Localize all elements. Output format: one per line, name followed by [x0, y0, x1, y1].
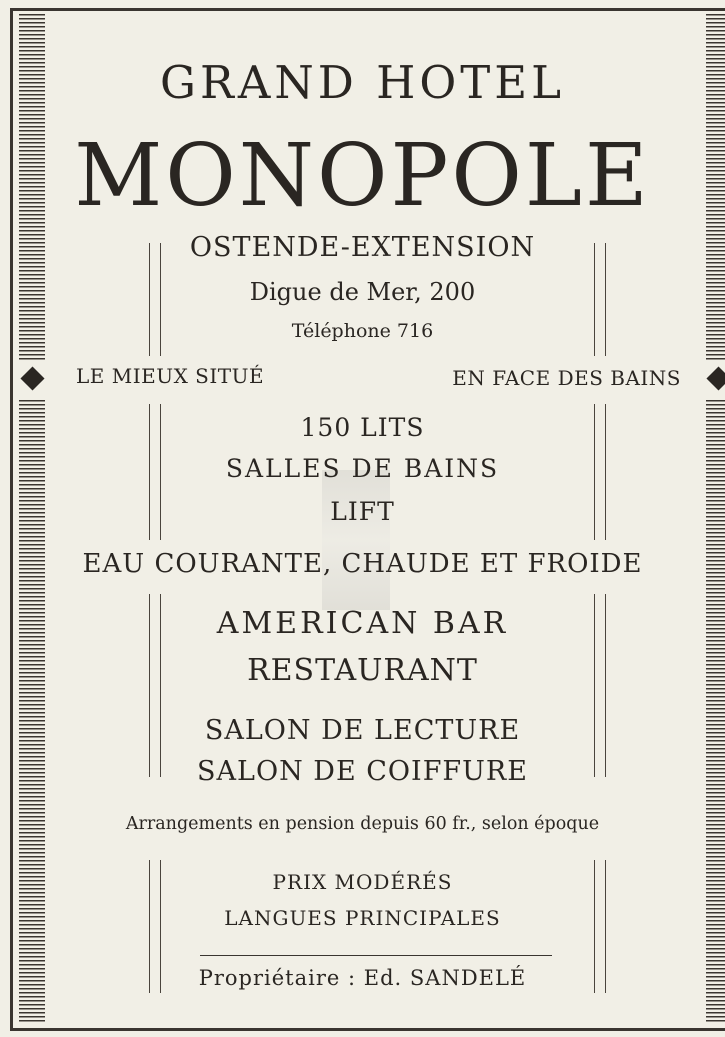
- pension-arrangements: Arrangements en pension depuis 60 fr., selon époque: [125, 814, 600, 834]
- right-diamond-ornament: [706, 366, 725, 390]
- owner-label: Propriétaire :: [198, 966, 357, 990]
- watermark: [322, 470, 390, 610]
- address-phone: Téléphone 716: [291, 320, 434, 342]
- feature-hair-salon: SALON DE COIFFURE: [197, 756, 528, 787]
- frame-top-rule: [10, 8, 725, 11]
- address-city: OSTENDE-EXTENSION: [189, 232, 536, 263]
- left-diamond-ornament: [20, 366, 44, 390]
- tagline-left: LE MIEUX SITUÉ: [76, 364, 265, 388]
- feature-reading-room: SALON DE LECTURE: [204, 715, 521, 746]
- address-street: Digue de Mer, 200: [249, 278, 476, 306]
- feature-american-bar: AMERICAN BAR: [216, 606, 509, 641]
- frame-bottom-rule: [10, 1028, 725, 1031]
- feature-restaurant: RESTAURANT: [247, 653, 478, 688]
- tagline-right: EN FACE DES BAINS: [452, 366, 681, 390]
- hotel-title-line1: GRAND HOTEL: [160, 56, 565, 109]
- feature-bathrooms: SALLES DE BAINS: [225, 454, 500, 483]
- pricing-languages: LANGUES PRINCIPALES: [224, 906, 501, 930]
- feature-lift: LIFT: [330, 497, 395, 526]
- owner-line: [0, 966, 725, 990]
- hotel-title-line2: MONOPOLE: [74, 126, 651, 226]
- owner-divider: [200, 955, 552, 956]
- feature-running-water: EAU COURANTE, CHAUDE ET FROIDE: [82, 549, 643, 579]
- pricing-moderate: PRIX MODÉRÉS: [272, 870, 453, 894]
- feature-beds: 150 LITS: [300, 413, 425, 442]
- owner-name: Ed. SANDELÉ: [363, 966, 527, 990]
